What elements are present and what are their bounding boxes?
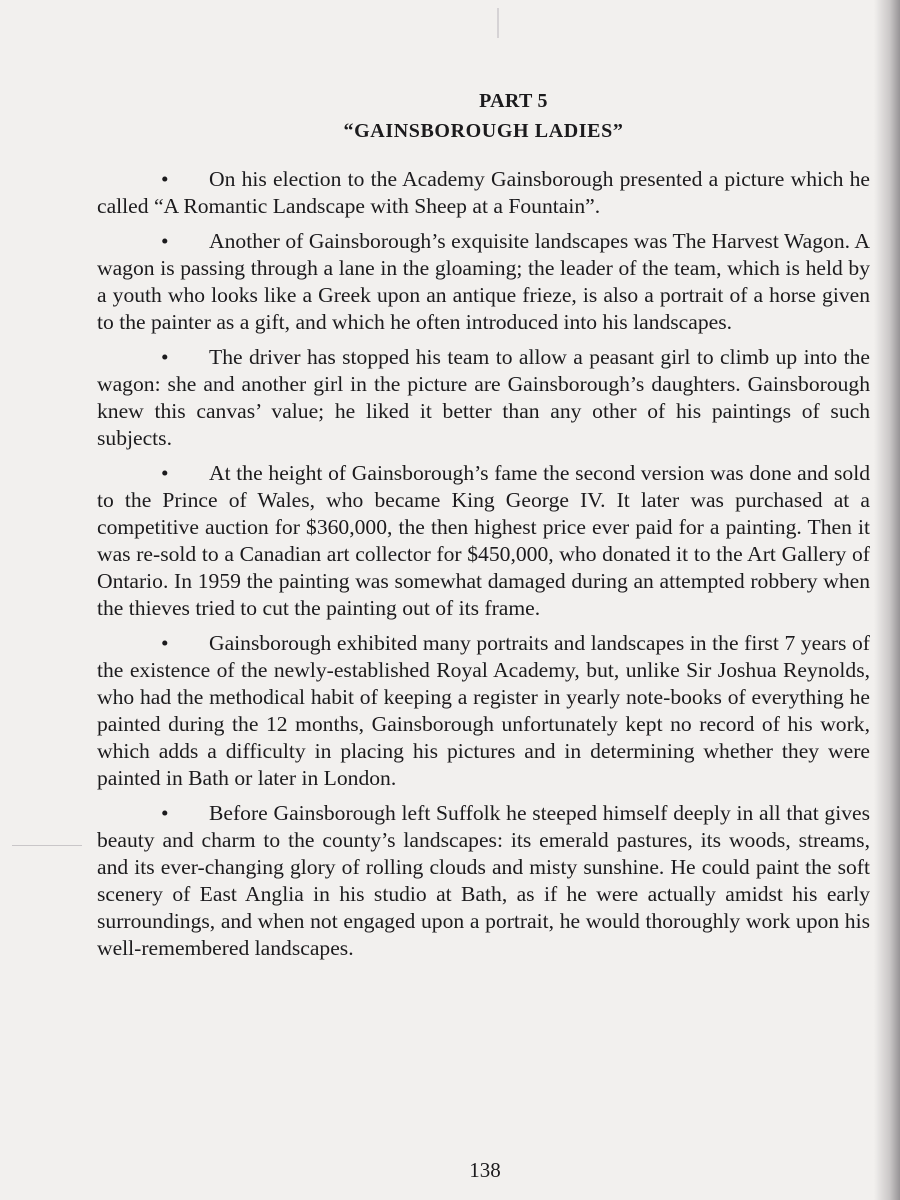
paragraph-6 [97,800,870,962]
part-heading: PART 5 [479,90,548,112]
paragraph-text: On his election to the Academy Gainsborough presented a picture which he called “A Romantic Landscape with Sheep at a Fountain”. [97,167,870,218]
bullet-icon: • [161,345,169,369]
paragraph-text: Another of Gainsborough’s exquisite landscapes was The Harvest Wagon. A wagon is passing through a lane in the gloaming; the leader of the team, which is held by a youth who looks like a Greek upon an antique frieze, is also a portrait of a horse given to the painter as a gift, and which he often introduced into his landscapes. [97,229,870,334]
paragraph-2 [97,228,870,336]
paragraph-text: Before Gainsborough left Suffolk he steeped himself deeply in all that gives beauty and charm to the county’s landscapes: its emerald pastures, its woods, streams, and its ever-changing glory of rolling clouds and misty sunshine. He could paint the soft scenery of East Anglia in his studio at Bath, as if he were actually amidst his early surroundings, and when not engaged upon a portrait, he would thoroughly work upon his well-remembered landscapes. [97,801,870,960]
bullet-icon: • [161,631,169,655]
page-number: 138 [469,1158,501,1182]
scan-artifact-line [12,845,82,846]
paragraph-5 [97,630,870,792]
paragraph-1 [97,166,870,220]
scan-artifact-mark [497,8,499,38]
bullet-icon: • [161,801,169,825]
paragraph-text: The driver has stopped his team to allow a peasant girl to climb up into the wagon: she and another girl in the picture are Gainsborough’s daughters. Gainsborough knew this canvas’ value; he liked it better than any other of his paintings of such subjects. [97,345,870,450]
page-edge-shadow [874,0,900,1200]
page-content [97,88,870,970]
bullet-icon: • [161,229,169,253]
bullet-icon: • [161,167,169,191]
bullet-icon: • [161,461,169,485]
paragraph-text: At the height of Gainsborough’s fame the second version was done and sold to the Prince of Wales, who became King George IV. It later was purchased at a competitive auction for $360,000, the then highest price ever paid for a painting. Then it was re-sold to a Canadian art collector for $450,000, who donated it to the Art Gallery of Ontario. In 1959 the painting was somewhat damaged during an attempted robbery when the thieves tried to cut the painting out of its frame. [97,461,870,620]
chapter-title: “GAINSBOROUGH LADIES” [343,120,624,142]
paragraph-4 [97,460,870,622]
paragraph-text: Gainsborough exhibited many portraits and landscapes in the first 7 years of the existence of the newly-established Royal Academy, but, unlike Sir Joshua Reynolds, who had the methodical habit of keeping a register in yearly note-books of everything he painted during the 12 months, Gainsborough unfortunately kept no record of his work, which adds a difficulty in placing his pictures and in determining whether they were painted in Bath or later in London. [97,631,870,790]
paragraph-3 [97,344,870,452]
